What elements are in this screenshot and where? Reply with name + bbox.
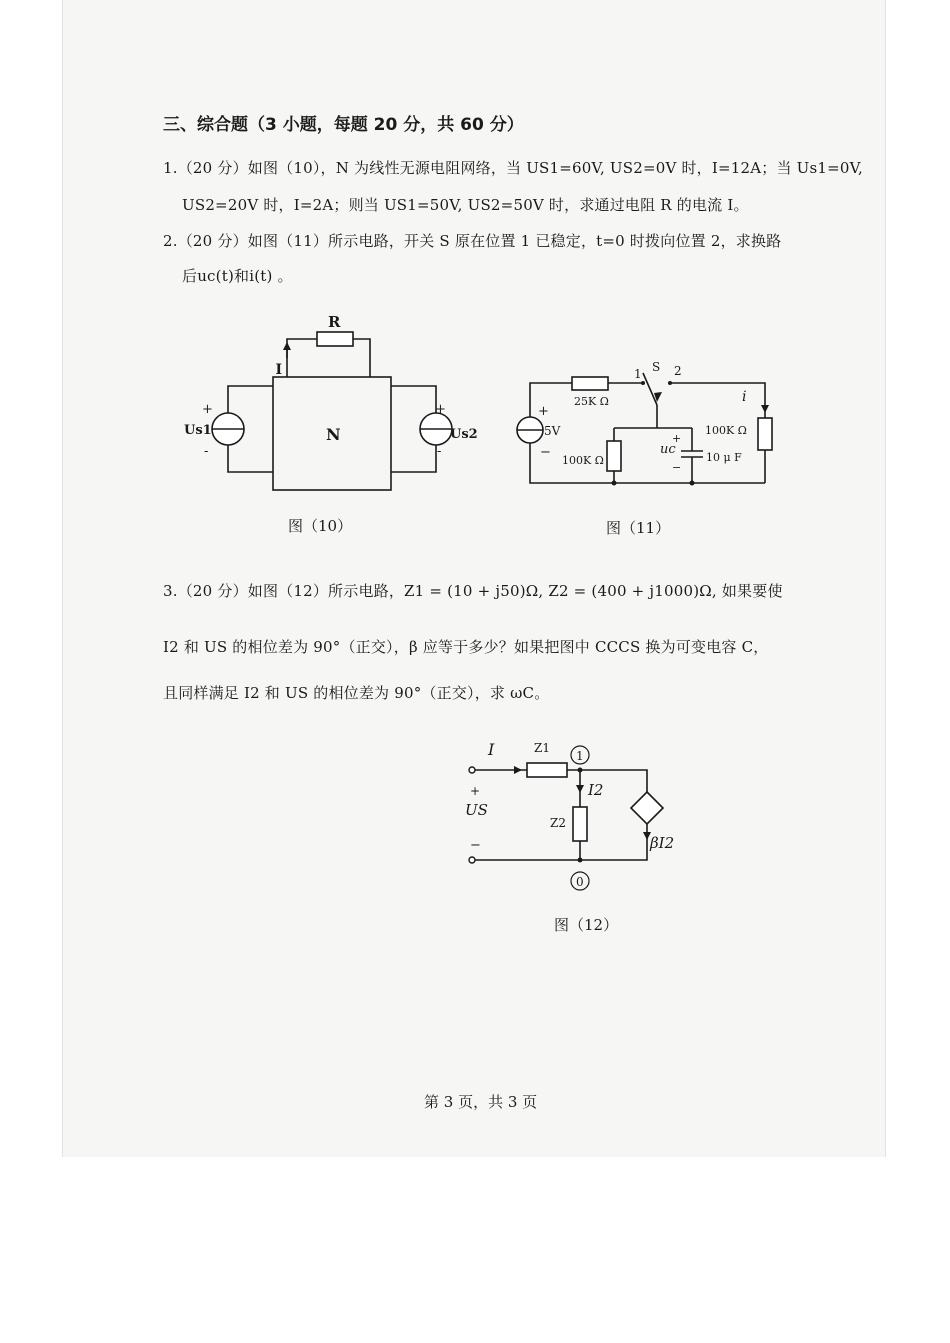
label-pos2: 2 [674, 364, 682, 378]
label-minus-right: - [437, 444, 442, 459]
label-100k-left: 100K Ω [562, 454, 604, 467]
label-minus-cap: − [672, 461, 682, 474]
label-i: I [488, 740, 495, 759]
label-i: I [275, 362, 282, 378]
q3-line2: I2 和 US 的相位差为 90°（正交），β 应等于多少？如果把图中 CCCS 换为可变电容 C， [163, 638, 769, 656]
figure-12-circuit [462, 735, 702, 895]
label-minus-source: − [540, 445, 551, 460]
label-minus: − [470, 838, 481, 853]
figure-10-circuit [180, 310, 478, 480]
resistor-100k-right [758, 418, 772, 450]
resistor-r [317, 332, 353, 346]
source-top-wire [530, 383, 572, 417]
switch-contact-1 [641, 381, 645, 385]
label-us: US [465, 801, 488, 819]
figure-11-circuit [510, 355, 780, 495]
current-i2-arrow-icon [576, 785, 584, 793]
label-beta-i2: βI2 [650, 834, 675, 852]
junction-left [612, 481, 617, 486]
q2-line1: 2.（20 分）如图（11）所示电路，开关 S 原在位置 1 已稳定，t=0 时拨向位置 2，求换路 [163, 232, 782, 250]
label-n: N [326, 425, 341, 444]
cccs-source-icon [631, 792, 663, 824]
section-heading: 三、综合题（3 小题，每题 20 分，共 60 分） [163, 115, 524, 135]
switch-blade [643, 373, 657, 405]
page-footer: 第 3 页，共 3 页 [424, 1093, 538, 1111]
q1-line1: 1.（20 分）如图（10），N 为线性无源电阻网络，当 US1=60V, US2=0V 时，I=12A；当 Us1=0V, [163, 159, 864, 177]
impedance-z1 [527, 763, 567, 777]
junction-cap [690, 481, 695, 486]
label-cap: 10 μ F [706, 451, 742, 464]
r-right-wire [353, 339, 370, 377]
r-left-wire [287, 339, 317, 377]
label-plus-right: + [435, 402, 446, 417]
label-z1: Z1 [534, 741, 550, 755]
q2-line2: 后uc(t)和i(t) 。 [182, 267, 293, 285]
label-plus-source: + [538, 404, 549, 419]
right-top-wire [670, 383, 765, 418]
terminal-top [469, 767, 475, 773]
label-i-current: i [742, 389, 747, 405]
q1-line2: US2=20V 时，I=2A；则当 US1=50V, US2=50V 时，求通过电阻 R 的电流 I。 [182, 196, 749, 214]
figure-12-caption: 图（12） [554, 916, 619, 934]
label-s: S [652, 360, 661, 374]
figure-10-caption: 图（10） [288, 517, 353, 535]
label-100k-right: 100K Ω [705, 424, 747, 437]
label-us1: Us1 [184, 423, 212, 438]
label-plus: + [470, 784, 481, 798]
label-minus-left: - [204, 444, 209, 459]
label-i2: I2 [588, 781, 604, 799]
resistor-100k-left [607, 441, 621, 471]
label-plus-left: + [202, 402, 213, 417]
current-i-arrow-icon [514, 766, 522, 774]
label-25k: 25K Ω [574, 395, 609, 408]
current-arrow-icon [283, 342, 291, 350]
q3-line1: 3.（20 分）如图（12）所示电路，Z1 = (10 + j50)Ω, Z2 = (400 + j1000)Ω, 如果要使 [163, 582, 783, 600]
label-z2: Z2 [550, 816, 566, 830]
q3-line3: 且同样满足 I2 和 US 的相位差为 90°（正交），求 ωC。 [163, 684, 550, 702]
current-i-arrow-icon [761, 405, 769, 413]
impedance-z2 [573, 807, 587, 841]
label-pos1: 1 [634, 367, 642, 381]
label-r: R [328, 313, 341, 331]
label-5v: 5V [544, 424, 561, 438]
label-plus-cap: + [672, 432, 682, 445]
label-node-0: 0 [576, 875, 584, 889]
label-us2: Us2 [450, 427, 478, 442]
label-uc: uc [660, 442, 676, 457]
resistor-25k [572, 377, 608, 390]
terminal-bottom [469, 857, 475, 863]
figure-11-caption: 图（11） [606, 519, 671, 537]
label-node-1: 1 [576, 749, 584, 763]
node-0-junction [578, 858, 583, 863]
